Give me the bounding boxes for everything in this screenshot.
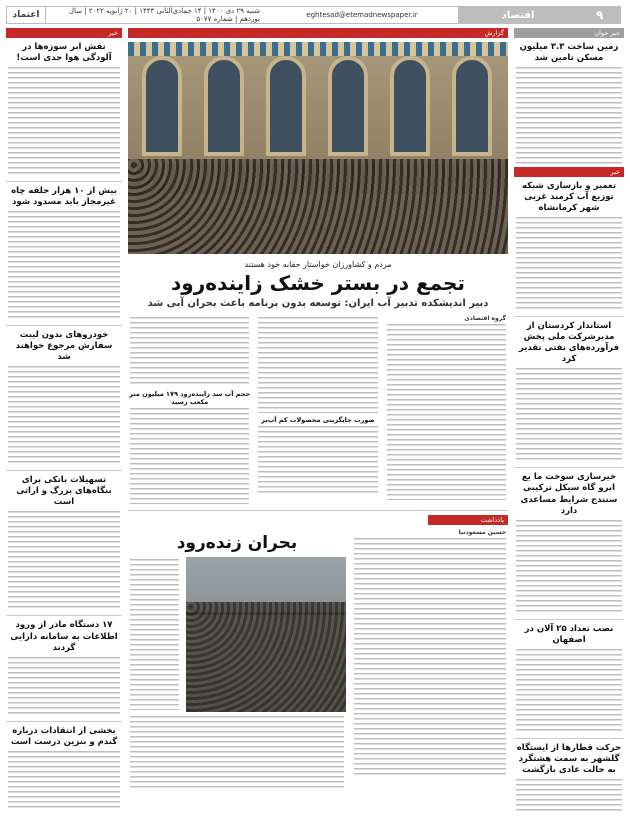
divider: [6, 325, 122, 326]
byline: گروه اقتصادی: [464, 315, 506, 322]
divider: [514, 738, 624, 739]
opinion-block: [128, 529, 508, 792]
story-title[interactable]: خودروهای بدون لیبت سفارش مرجوع خواهند شد: [15, 330, 113, 363]
article-text: [130, 559, 179, 710]
crowd-photo: [186, 557, 346, 712]
article-text: [8, 657, 120, 717]
article-text: [387, 324, 506, 500]
article-text: [8, 366, 120, 466]
article-text: [8, 751, 120, 811]
protest-photo: [128, 42, 508, 254]
story-title[interactable]: ۱۷ دستگاه مادر از ورود اطلاعات به سامانه دارایی گردند: [10, 620, 118, 653]
story-title[interactable]: تسهیلات بانکی برای بنگاه‌های بزرگ و اراثی است: [16, 475, 112, 508]
main-headline[interactable]: تجمع در بستر خشک زاینده‌رود: [171, 271, 465, 295]
section-label: گزارش: [128, 28, 508, 38]
issue-info: شنبه ۲۹ دی ۱۴۰۰ | ۱۴ جمادی‌الثانی ۱۴۴۳ | ۲۰ ژانویه ۲۰۲۲ | سال نوزدهم | شماره ۵۰۷۷: [46, 6, 266, 24]
article-text: [516, 520, 622, 615]
article-text: [258, 317, 377, 413]
page-header: [6, 6, 624, 24]
divider: [6, 470, 122, 471]
story-title[interactable]: بخشی از انتقادات درباره گندم و بنزین درست است: [10, 725, 118, 747]
divider: [514, 619, 624, 620]
divider: [514, 467, 624, 468]
article-text: [354, 538, 506, 778]
divider: [6, 181, 122, 182]
article-text: [516, 368, 622, 463]
right-column: [514, 28, 624, 814]
inline-heading: صورت جایگزینی محصولات کم آب‌بر: [261, 416, 375, 424]
article-text: [8, 67, 120, 177]
article-text: [8, 211, 120, 321]
story-title[interactable]: خیرساز‌ی سوخت ما یع ابرو گاه سیکل ترکیبی سنندج شرایط مساعدی دارد: [520, 472, 618, 516]
email[interactable]: eghtesad@etemadnewspaper.ir: [266, 6, 458, 24]
story-title[interactable]: نصب تعداد ۲۵ آلان در اصفهان: [524, 623, 614, 645]
divider: [6, 615, 122, 616]
section-title: اقتصاد: [458, 6, 578, 24]
article-text: [516, 779, 622, 814]
story-title[interactable]: استاندار کردستان از مدیرشرکت ملی پخش فرآورده‌های نفتی تقدیر کرد: [518, 321, 620, 365]
article-text: [130, 317, 249, 387]
article-text: [258, 426, 377, 496]
section-label: خبر: [514, 167, 624, 177]
story-title[interactable]: حرکت قطارها از ایستگاه گلشهر به سمت هشتگرد به حالت عادی بازگشت: [516, 742, 622, 775]
article-text: [516, 217, 622, 312]
subheadline: دبیر اندیشکده تدبیر آب ایران: توسعه بدون برنامه باعث بحران آبی شد: [147, 298, 489, 309]
article-columns: [128, 315, 508, 506]
divider: [6, 721, 122, 722]
headline-kicker: مردم و کشاورزان خواستار حقابه خود هستند: [244, 260, 392, 269]
left-column: [6, 28, 122, 814]
article-text: [8, 511, 120, 611]
page-number: ۹: [578, 6, 624, 24]
newspaper-logo: اعتماد: [6, 6, 46, 24]
section-label: خبر خوان: [514, 28, 624, 38]
divider: [514, 316, 624, 317]
article-text: [130, 716, 344, 790]
story-title[interactable]: زمین ساخت ۳.۳ میلیون مسکن تامین شد: [519, 42, 619, 64]
article-text: [516, 649, 622, 734]
main-column: [128, 28, 508, 814]
inline-heading: حجم آب سد زاینده‌رود ۱۷۹ میلیون متر مکعب رسید: [129, 390, 251, 406]
story-title[interactable]: بیش از ۱۰ هزار حلقه چاه غیرمجاز باید مسدود شود: [11, 186, 117, 208]
story-title[interactable]: نقش ابر سوزه‌ها در آلودگی هوا جدی است!: [16, 42, 112, 64]
article-text: [130, 408, 249, 504]
story-title[interactable]: تعمیر و بازسازی شبکه توزیع آب کرمند غربی شهر کرمانشاه: [521, 181, 617, 214]
article-text: [516, 67, 622, 165]
author-name: حسین مسعودنیا: [458, 529, 506, 536]
section-label: یادداشت: [428, 515, 508, 525]
opinion-headline[interactable]: بحران زنده‌رود: [176, 533, 298, 553]
divider: [128, 510, 508, 511]
section-label: خبر: [6, 28, 122, 38]
